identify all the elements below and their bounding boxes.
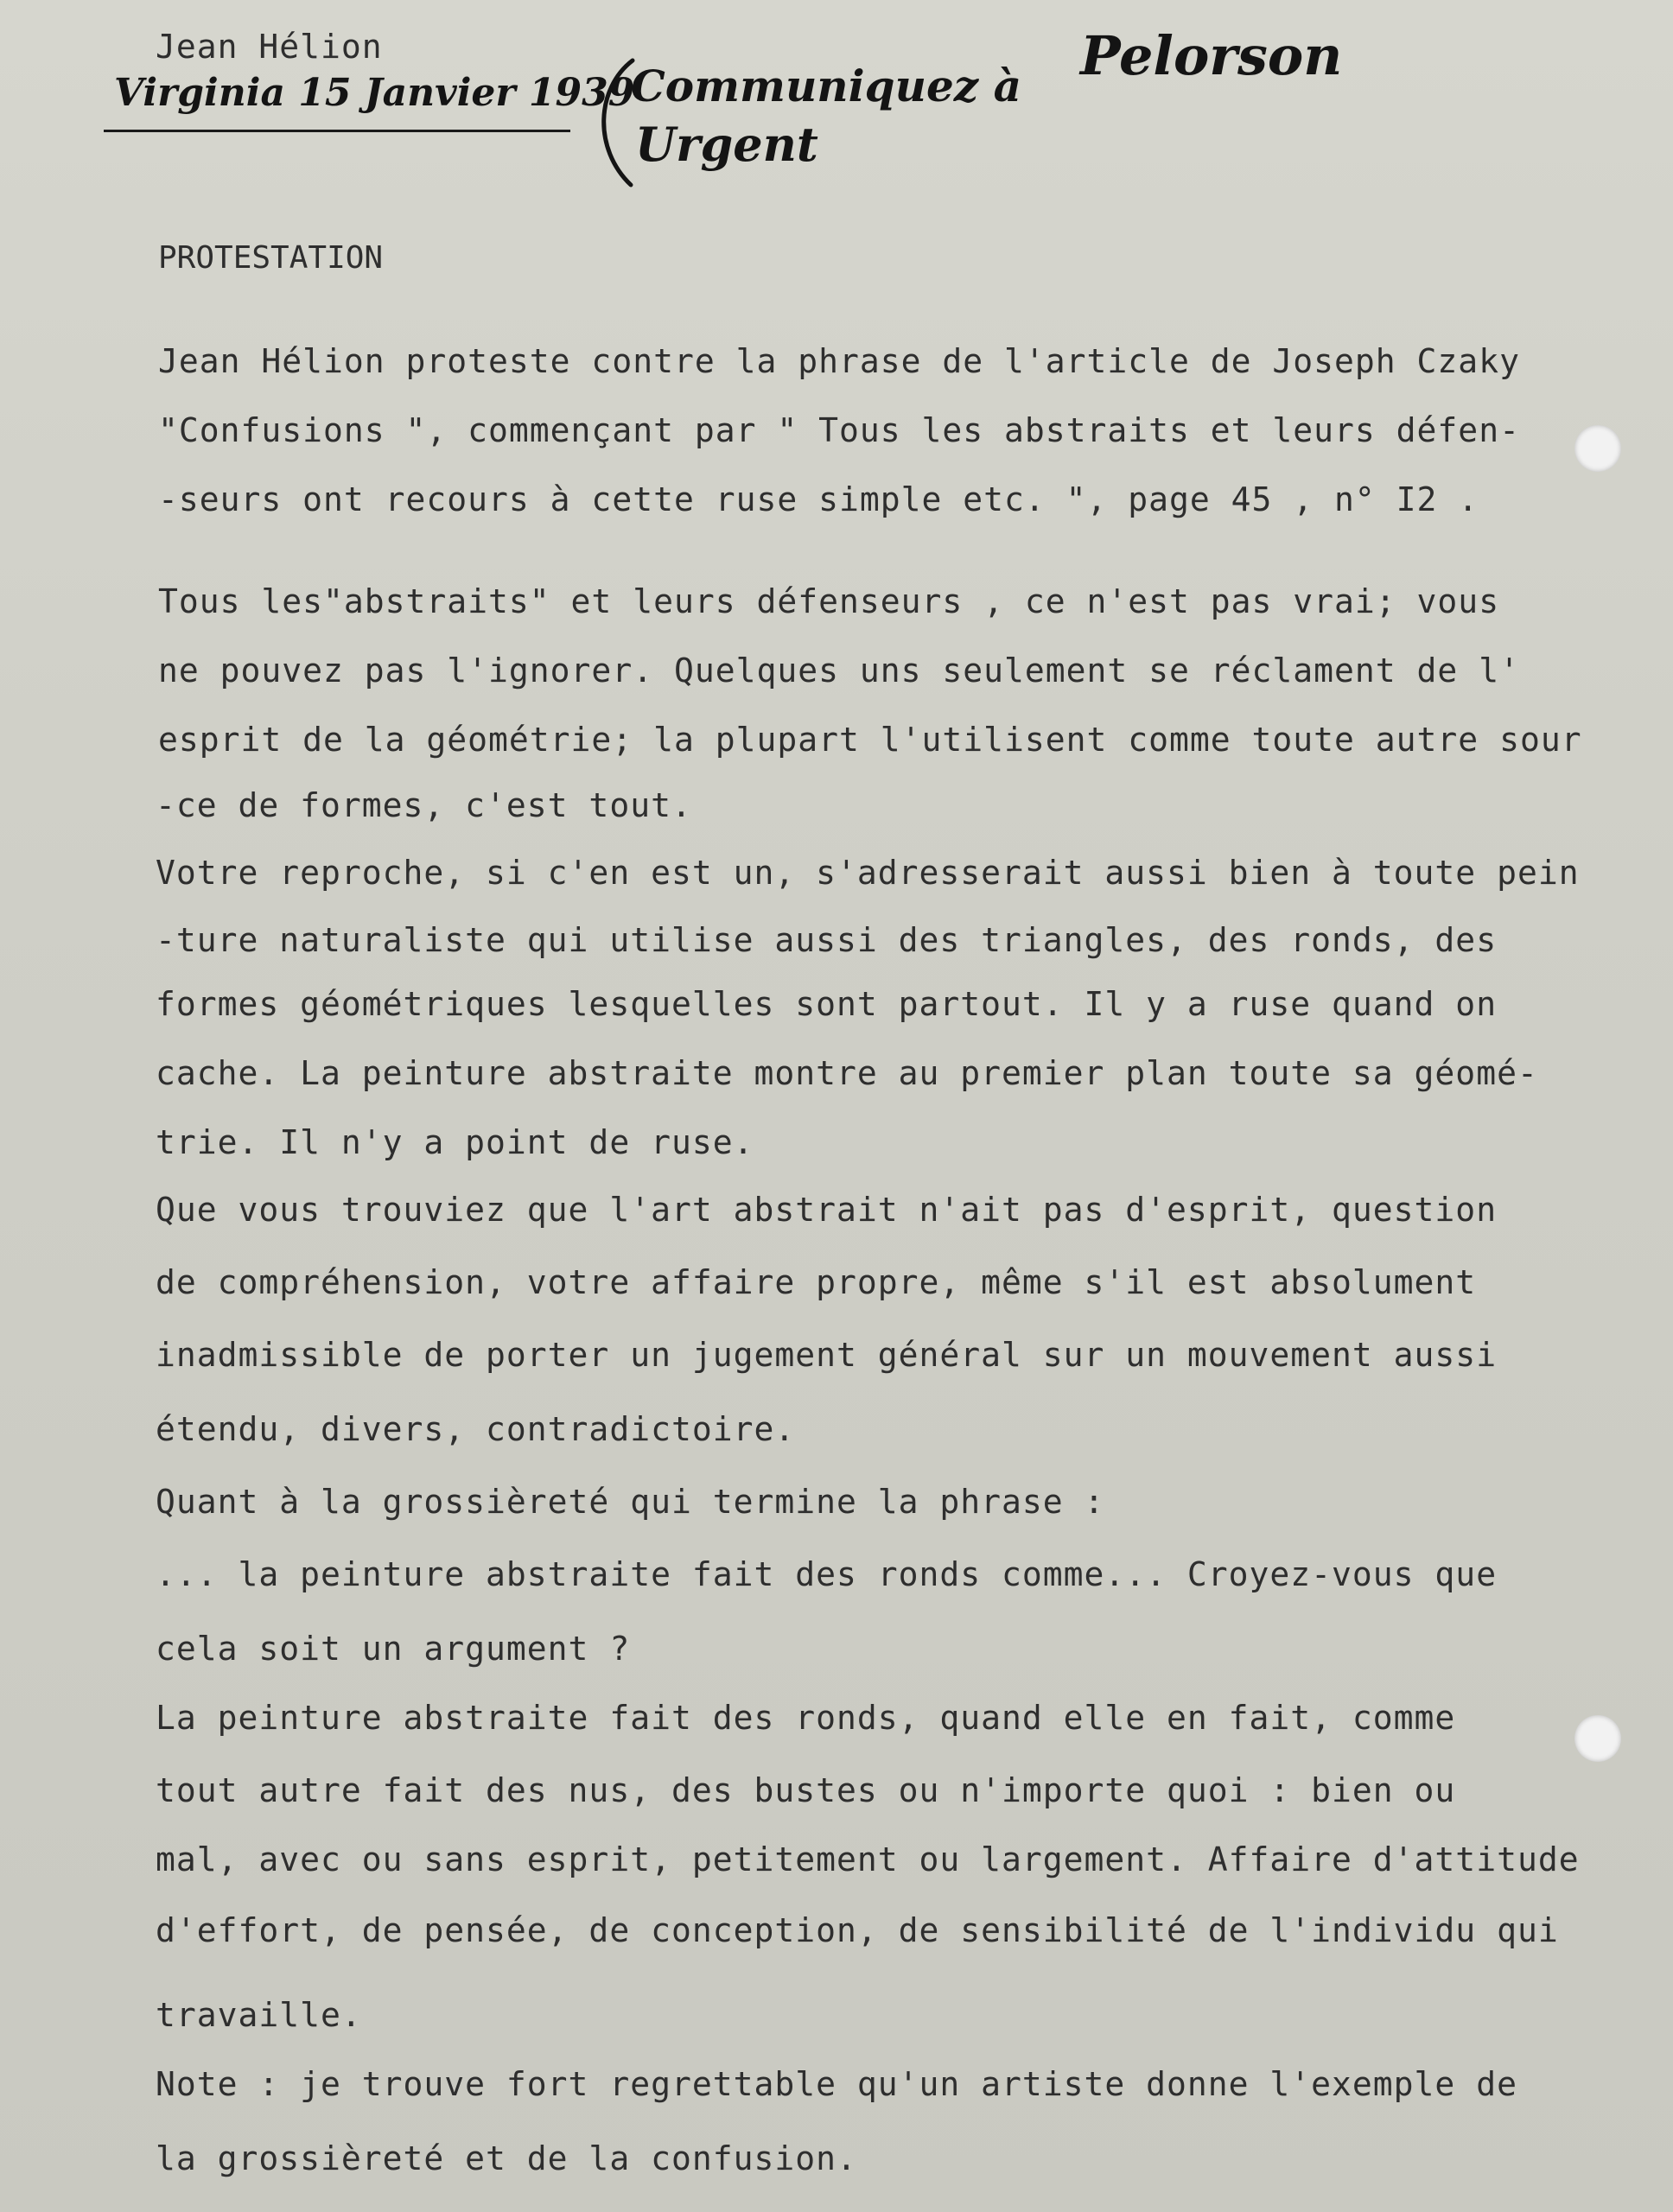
body-line: Votre reproche, si c'en est un, s'adresserait aussi bien à toute pein	[156, 854, 1580, 892]
punch-hole-top	[1574, 425, 1621, 472]
body-line: -ce de formes, c'est tout.	[156, 786, 692, 824]
body-line: -seurs ont recours à cette ruse simple etc. ", page 45 , n° I2 .	[158, 480, 1479, 518]
body-line: inadmissible de porter un jugement général sur un mouvement aussi	[156, 1336, 1498, 1374]
body-line: d'effort, de pensée, de conception, de sensibilité de l'individu qui	[156, 1911, 1559, 1949]
body-line: La peinture abstraite fait des ronds, quand elle en fait, comme	[156, 1699, 1456, 1737]
handwritten-note-urgent: Urgent	[635, 117, 818, 172]
body-line: Note : je trouve fort regrettable qu'un artiste donne l'exemple de	[156, 2065, 1517, 2103]
author-name: Jean Hélion	[156, 28, 383, 66]
handwritten-recipient: Pelorson	[1080, 24, 1343, 87]
body-line: travaille.	[156, 1996, 362, 2034]
body-line: Tous les"abstraits" et leurs défenseurs , ce n'est pas vrai; vous	[158, 582, 1500, 620]
body-line: la grossièreté et de la confusion.	[156, 2139, 857, 2177]
body-line: esprit de la géométrie; la plupart l'utilisent comme toute autre sour	[158, 721, 1582, 759]
body-line: Quant à la grossièreté qui termine la phrase :	[156, 1483, 1105, 1521]
handwritten-note-communiquez: Communiquez à	[631, 60, 1021, 111]
body-line: mal, avec ou sans esprit, petitement ou largement. Affaire d'attitude	[156, 1840, 1580, 1878]
document-title: PROTESTATION	[158, 240, 384, 276]
body-line: "Confusions ", commençant par " Tous les abstraits et leurs défen-	[158, 411, 1520, 449]
body-line: cela soit un argument ?	[156, 1630, 631, 1668]
punch-hole-bottom	[1574, 1715, 1621, 1762]
body-line: tout autre fait des nus, des bustes ou n'importe quoi : bien ou	[156, 1771, 1456, 1809]
date-underline	[104, 130, 570, 132]
body-line: Que vous trouviez que l'art abstrait n'ait pas d'esprit, question	[156, 1191, 1498, 1229]
body-line: trie. Il n'y a point de ruse.	[156, 1123, 754, 1161]
body-line: -ture naturaliste qui utilise aussi des triangles, des ronds, des	[156, 921, 1498, 959]
body-line: cache. La peinture abstraite montre au premier plan toute sa géomé-	[156, 1054, 1538, 1092]
body-line: ... la peinture abstraite fait des ronds comme... Croyez-vous que	[156, 1555, 1498, 1593]
body-line: formes géométriques lesquelles sont partout. Il y a ruse quand on	[156, 985, 1498, 1023]
body-line: de compréhension, votre affaire propre, même s'il est absolument	[156, 1263, 1477, 1301]
body-line: étendu, divers, contradictoire.	[156, 1410, 796, 1448]
body-line: Jean Hélion proteste contre la phrase de l'article de Joseph Czaky	[158, 342, 1520, 380]
handwritten-date: Virginia 15 Janvier 1939	[114, 71, 635, 115]
body-line: ne pouvez pas l'ignorer. Quelques uns seulement se réclament de l'	[158, 652, 1520, 690]
